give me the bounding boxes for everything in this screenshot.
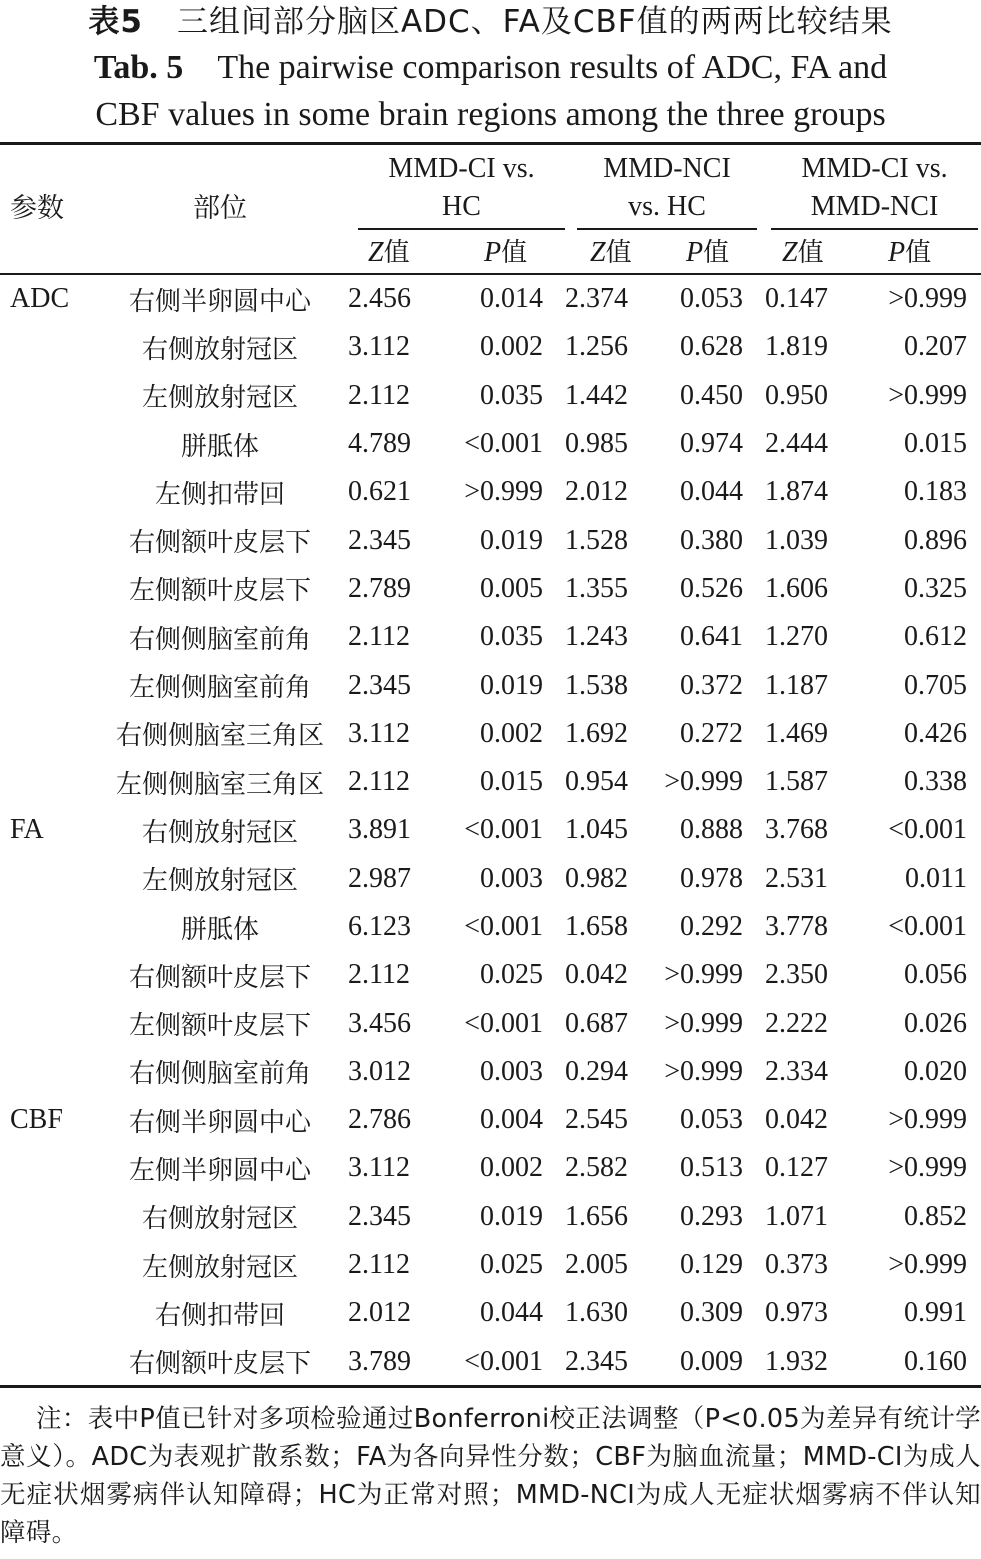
z-value-cell: 1.071 <box>765 1200 828 1232</box>
p-value-cell: 0.612 <box>904 621 967 653</box>
p-value-cell: 0.705 <box>904 669 967 701</box>
p-value-cell: 0.014 <box>480 283 543 315</box>
z-value-cell: 0.147 <box>765 283 828 315</box>
header-group2-line2: vs. HC <box>628 191 706 222</box>
caption-cn-title: 三组间部分脑区ADC、FA及CBF值的两两比较结果 <box>176 4 893 40</box>
p-value-cell: 0.002 <box>480 717 543 749</box>
z-value-cell: 2.112 <box>348 379 410 411</box>
param-cell <box>0 855 100 903</box>
z-value-cell: 0.294 <box>565 1055 628 1087</box>
group3-underline <box>771 228 978 230</box>
p-value-cell: <0.001 <box>464 1007 543 1039</box>
p-value-cell: >0.999 <box>664 766 743 798</box>
p-value-cell: 0.372 <box>680 669 743 701</box>
p-value-cell: >0.999 <box>888 1104 967 1136</box>
param-cell <box>0 1241 100 1289</box>
region-cell: 右侧放射冠区 <box>141 334 298 365</box>
table-row <box>0 903 981 951</box>
p-value-cell: 0.053 <box>680 283 743 315</box>
z-value-cell: 0.973 <box>765 1297 828 1329</box>
caption-english-line2: CBF values in some brain regions among the three groups <box>95 96 886 133</box>
p-value-cell: 0.426 <box>904 717 967 749</box>
table-row <box>0 1193 981 1241</box>
table-row <box>0 1289 981 1337</box>
p-value-cell: 0.019 <box>480 524 543 556</box>
z-value-cell: 2.374 <box>565 283 628 315</box>
z-value-cell: 0.042 <box>565 959 628 991</box>
p-value-cell: 0.005 <box>480 572 543 604</box>
z-value-cell: 1.587 <box>765 766 828 798</box>
p-value-cell: 0.002 <box>480 1152 543 1184</box>
p-value-cell: 0.035 <box>480 379 543 411</box>
region-cell: 右侧额叶皮层下 <box>128 528 311 559</box>
header-region: 部位 <box>193 193 247 224</box>
z-value-cell: 2.789 <box>348 572 411 604</box>
table-row <box>0 420 981 468</box>
top-rule <box>0 142 981 145</box>
z-value-cell: 0.950 <box>765 379 828 411</box>
p-value-cell: 0.044 <box>680 476 743 508</box>
table-row <box>0 1048 981 1096</box>
param-cell <box>0 516 100 564</box>
param-cell <box>0 1338 100 1386</box>
param-cell <box>0 323 100 371</box>
p-value-cell: >0.999 <box>664 1007 743 1039</box>
p-value-cell: 0.002 <box>480 331 543 363</box>
p-value-cell: 0.292 <box>680 911 743 942</box>
z-value-cell: 1.270 <box>765 621 828 653</box>
param-cell <box>0 613 100 661</box>
region-cell: 左侧放射冠区 <box>141 1252 298 1283</box>
region-cell: 右侧额叶皮层下 <box>128 1349 311 1380</box>
z-value-cell: 1.658 <box>565 911 628 942</box>
p-value-cell: 0.309 <box>680 1297 743 1329</box>
table-row <box>0 613 981 661</box>
region-cell: 胼胝体 <box>180 914 259 945</box>
p-value-cell: 0.338 <box>904 766 967 798</box>
param-cell: ADC <box>10 283 70 315</box>
p-value-cell: 0.160 <box>904 1345 967 1377</box>
param-cell <box>0 372 100 420</box>
z-value-cell: 0.985 <box>565 428 628 460</box>
p-value-cell: >0.999 <box>888 379 967 411</box>
p-value-cell: 0.026 <box>904 1007 967 1039</box>
region-cell: 左侧放射冠区 <box>141 383 298 414</box>
param-cell <box>0 1048 100 1096</box>
param-cell <box>0 420 100 468</box>
p-value-cell: 0.293 <box>680 1200 743 1232</box>
table-row <box>0 855 981 903</box>
z-value-cell: 1.819 <box>765 331 828 363</box>
z-value-cell: 2.334 <box>765 1055 828 1087</box>
p-value-cell: <0.001 <box>464 911 543 942</box>
param-cell: FA <box>10 814 44 846</box>
p-value-cell: 0.978 <box>680 862 743 894</box>
region-cell: 胼胝体 <box>180 431 259 462</box>
p-value-cell: >0.999 <box>664 1055 743 1087</box>
param-cell <box>0 758 100 806</box>
caption-chinese <box>0 2 981 42</box>
z-value-cell: 2.444 <box>765 428 828 460</box>
z-value-cell: 2.545 <box>565 1104 628 1136</box>
table-row <box>0 999 981 1047</box>
region-cell: 左侧侧脑室三角区 <box>115 769 324 800</box>
p-value-cell: 0.207 <box>904 331 967 363</box>
region-cell: 左侧放射冠区 <box>141 866 298 897</box>
table-row <box>0 710 981 758</box>
table-row <box>0 758 981 806</box>
region-cell: 右侧侧脑室前角 <box>128 1059 311 1090</box>
z-value-cell: 0.373 <box>765 1249 828 1281</box>
p-value-cell: >0.999 <box>888 1152 967 1184</box>
p-value-cell: 0.019 <box>480 1200 543 1232</box>
p-value-cell: >0.999 <box>464 476 543 508</box>
z-value-cell: 1.606 <box>765 572 828 604</box>
p-value-cell: 0.053 <box>680 1104 743 1136</box>
p-value-cell: <0.001 <box>464 428 543 460</box>
z-value-cell: 2.531 <box>765 862 828 894</box>
table-row <box>0 1338 981 1386</box>
z-value-cell: 2.005 <box>565 1249 628 1281</box>
z-value-cell: 2.112 <box>348 766 410 798</box>
p-value-cell: 0.325 <box>904 572 967 604</box>
table-row <box>0 275 981 323</box>
p-value-cell: 0.628 <box>680 331 743 363</box>
p-value-cell: <0.001 <box>464 814 543 846</box>
p-value-cell: 0.272 <box>680 717 743 749</box>
p-value-cell: <0.001 <box>888 911 967 942</box>
header-p-1: P值 <box>484 237 528 268</box>
z-value-cell: 1.932 <box>765 1345 828 1377</box>
z-value-cell: 1.039 <box>765 524 828 556</box>
region-cell: 左侧半卵圆中心 <box>128 1155 311 1186</box>
header-group2-line1: MMD-NCI <box>603 153 731 184</box>
p-value-cell: 0.991 <box>904 1297 967 1329</box>
z-value-cell: 3.012 <box>348 1055 411 1087</box>
p-value-cell: 0.035 <box>480 621 543 653</box>
z-value-cell: 0.954 <box>565 766 628 798</box>
param-cell <box>0 468 100 516</box>
p-value-cell: 0.896 <box>904 524 967 556</box>
region-cell: 右侧半卵圆中心 <box>128 1107 311 1138</box>
table-row <box>0 661 981 709</box>
table-note: 注：表中P值已针对多项检验通过Bonferroni校正法调整（P<0.05为差异有统计学意义）。ADC为表观扩散系数；FA为各向异性分数；CBF为脑血流量；MMD-CI为成人无症状烟雾病伴认知障碍；HC为正常对照；MMD-NCI为成人无症状烟雾病不伴认知障碍。 <box>0 1404 981 1548</box>
param-cell <box>0 999 100 1047</box>
z-value-cell: 1.187 <box>765 669 828 701</box>
header-group3-line1: MMD-CI vs. <box>801 153 948 184</box>
z-value-cell: 1.630 <box>565 1297 628 1329</box>
p-value-cell: 0.015 <box>904 428 967 460</box>
p-value-cell: 0.129 <box>680 1249 743 1281</box>
z-value-cell: 2.112 <box>348 621 410 653</box>
table-row <box>0 468 981 516</box>
header-p-2: P值 <box>686 237 730 268</box>
param-cell <box>0 710 100 758</box>
p-value-cell: >0.999 <box>888 283 967 315</box>
z-value-cell: 1.528 <box>565 524 628 556</box>
z-value-cell: 0.982 <box>565 862 628 894</box>
z-value-cell: 3.768 <box>765 814 828 846</box>
p-value-cell: 0.450 <box>680 379 743 411</box>
z-value-cell: 3.112 <box>348 717 410 749</box>
table-row <box>0 806 981 854</box>
region-cell: 右侧扣带回 <box>154 1300 285 1331</box>
param-cell <box>0 903 100 951</box>
z-value-cell: 1.469 <box>765 717 828 749</box>
p-value-cell: 0.015 <box>480 766 543 798</box>
z-value-cell: 0.042 <box>765 1104 828 1136</box>
p-value-cell: 0.044 <box>480 1297 543 1329</box>
param-cell <box>0 565 100 613</box>
region-cell: 右侧侧脑室三角区 <box>115 721 324 752</box>
z-value-cell: 1.256 <box>565 331 628 363</box>
table-row <box>0 1144 981 1192</box>
header-z-2: Z值 <box>590 237 632 268</box>
table-row <box>0 1096 981 1144</box>
z-value-cell: 1.874 <box>765 476 828 508</box>
z-value-cell: 1.656 <box>565 1200 628 1232</box>
p-value-cell: <0.001 <box>464 1345 543 1377</box>
p-value-cell: 0.641 <box>680 621 743 653</box>
region-cell: 左侧侧脑室前角 <box>128 673 311 704</box>
p-value-cell: 0.888 <box>680 814 743 846</box>
z-value-cell: 6.123 <box>348 911 411 942</box>
caption-en-label: Tab. 5 <box>93 49 184 86</box>
p-value-cell: 0.513 <box>680 1152 743 1184</box>
z-value-cell: 4.789 <box>348 428 411 460</box>
param-cell <box>0 1193 100 1241</box>
header-z-3: Z值 <box>782 237 824 268</box>
z-value-cell: 2.112 <box>348 1249 410 1281</box>
z-value-cell: 0.687 <box>565 1007 628 1039</box>
header-param: 参数 <box>10 193 64 224</box>
region-cell: 左侧额叶皮层下 <box>128 1011 311 1042</box>
param-cell <box>0 951 100 999</box>
region-cell: 右侧半卵圆中心 <box>128 286 311 317</box>
p-value-cell: 0.003 <box>480 862 543 894</box>
header-group1-line1: MMD-CI vs. <box>388 153 535 184</box>
comparison-table <box>0 275 981 1386</box>
z-value-cell: 2.012 <box>348 1297 411 1329</box>
group1-underline <box>358 228 565 230</box>
p-value-cell: 0.183 <box>904 476 967 508</box>
header-group1-line2: HC <box>442 191 481 222</box>
z-value-cell: 2.112 <box>348 959 410 991</box>
z-value-cell: 1.692 <box>565 717 628 749</box>
z-value-cell: 1.243 <box>565 621 628 653</box>
z-value-cell: 1.442 <box>565 379 628 411</box>
caption-cn-label: 表5 <box>88 4 143 40</box>
z-value-cell: 3.891 <box>348 814 411 846</box>
z-value-cell: 3.789 <box>348 1345 411 1377</box>
z-value-cell: 1.355 <box>565 572 628 604</box>
param-cell <box>0 661 100 709</box>
caption-en-title-line1: The pairwise comparison results of ADC, FA and <box>217 49 888 86</box>
table-row <box>0 516 981 564</box>
caption-english-line1 <box>0 45 981 91</box>
table-body <box>0 275 981 1386</box>
z-value-cell: 2.456 <box>348 283 411 315</box>
param-cell <box>0 1289 100 1337</box>
z-value-cell: 3.112 <box>348 1152 410 1184</box>
z-value-cell: 0.127 <box>765 1152 828 1184</box>
z-value-cell: 3.778 <box>765 911 828 942</box>
z-value-cell: 2.582 <box>565 1152 628 1184</box>
z-value-cell: 2.345 <box>348 1200 411 1232</box>
param-cell <box>0 1144 100 1192</box>
table-row <box>0 951 981 999</box>
z-value-cell: 3.112 <box>348 331 410 363</box>
param-cell: CBF <box>10 1104 63 1136</box>
z-value-cell: 1.045 <box>565 814 628 846</box>
p-value-cell: 0.380 <box>680 524 743 556</box>
p-value-cell: 0.019 <box>480 669 543 701</box>
p-value-cell: 0.020 <box>904 1055 967 1087</box>
region-cell: 右侧额叶皮层下 <box>128 962 311 993</box>
header-p-3: P值 <box>888 237 932 268</box>
p-value-cell: >0.999 <box>664 959 743 991</box>
p-value-cell: 0.852 <box>904 1200 967 1232</box>
region-cell: 右侧侧脑室前角 <box>128 624 311 655</box>
header-group3-line2: MMD-NCI <box>810 191 939 222</box>
z-value-cell: 2.345 <box>348 669 411 701</box>
p-value-cell: 0.974 <box>680 428 743 460</box>
p-value-cell: 0.003 <box>480 1055 543 1087</box>
table-row <box>0 372 981 420</box>
p-value-cell: 0.526 <box>680 572 743 604</box>
region-cell: 右侧放射冠区 <box>141 817 298 848</box>
p-value-cell: 0.009 <box>680 1345 743 1377</box>
p-value-cell: 0.011 <box>905 862 967 894</box>
p-value-cell: 0.004 <box>480 1104 543 1136</box>
z-value-cell: 1.538 <box>565 669 628 701</box>
z-value-cell: 2.012 <box>565 476 628 508</box>
z-value-cell: 2.345 <box>565 1345 628 1377</box>
p-value-cell: 0.025 <box>480 959 543 991</box>
p-value-cell: >0.999 <box>888 1249 967 1281</box>
table-row <box>0 323 981 371</box>
z-value-cell: 3.456 <box>348 1007 411 1039</box>
bottom-rule <box>0 1385 981 1388</box>
group2-underline <box>577 228 757 230</box>
table-row <box>0 1241 981 1289</box>
region-cell: 左侧额叶皮层下 <box>128 576 311 607</box>
z-value-cell: 2.987 <box>348 862 411 894</box>
p-value-cell: 0.025 <box>480 1249 543 1281</box>
header-z-1: Z值 <box>368 237 410 268</box>
z-value-cell: 2.786 <box>348 1104 411 1136</box>
z-value-cell: 0.621 <box>348 476 411 508</box>
region-cell: 左侧扣带回 <box>154 479 285 510</box>
z-value-cell: 2.222 <box>765 1007 828 1039</box>
z-value-cell: 2.345 <box>348 524 411 556</box>
region-cell: 右侧放射冠区 <box>141 1204 298 1235</box>
z-value-cell: 2.350 <box>765 959 828 991</box>
table-row <box>0 565 981 613</box>
p-value-cell: 0.056 <box>904 959 967 991</box>
p-value-cell: <0.001 <box>888 814 967 846</box>
